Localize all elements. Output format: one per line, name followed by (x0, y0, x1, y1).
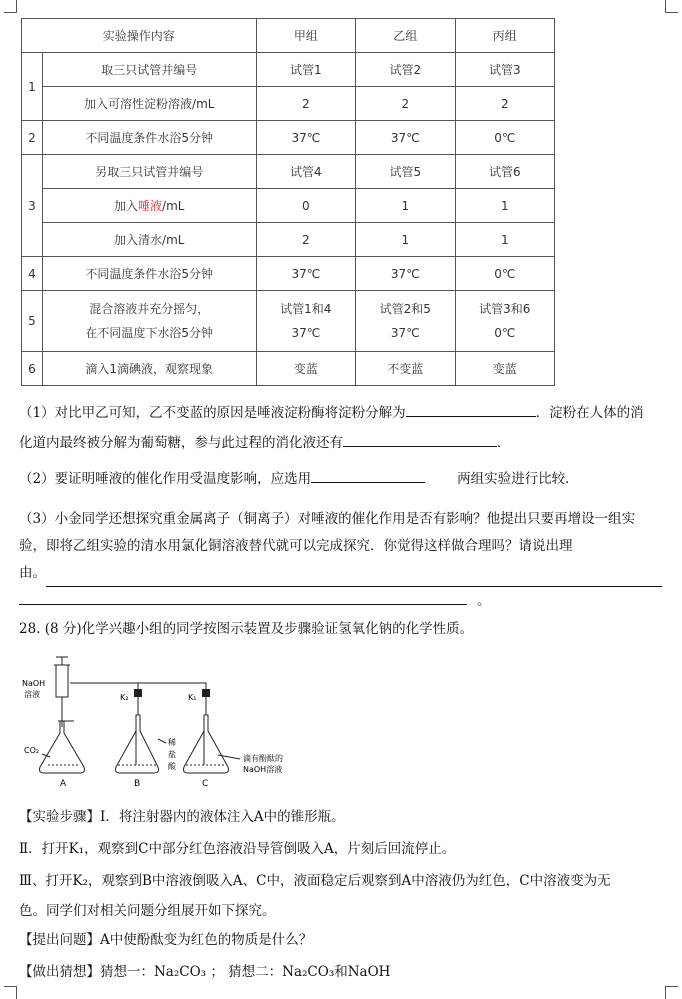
experiment-step-1: 【实验步骤】Ⅰ．将注射器内的液体注入A中的锥形瓶。 (19, 809, 345, 825)
table-row (22, 121, 555, 155)
answer-blank[interactable] (406, 399, 536, 417)
answer-blank[interactable] (343, 429, 497, 447)
k2-valve (134, 689, 142, 697)
cell-bing: 试管3 (455, 53, 554, 87)
cell-line: 试管2和5 (379, 302, 431, 316)
step-operation (42, 291, 256, 352)
cell-line: 37℃ (291, 326, 321, 340)
cell-line: 试管3和6 (479, 302, 531, 316)
cell-jia: 2 (256, 87, 355, 121)
step-number: 6 (22, 352, 43, 386)
q1-text: ． (497, 435, 511, 451)
page-corner-mark (4, 0, 17, 13)
table-row (22, 257, 555, 291)
table-row (22, 223, 555, 257)
cell-bing: 0℃ (455, 257, 554, 291)
step-operation (42, 189, 256, 223)
cell-yi: 试管5 (356, 155, 455, 189)
k1-valve (202, 689, 210, 697)
answer-blank[interactable] (311, 465, 425, 483)
acid-label: 盐 (168, 750, 176, 759)
table-row (22, 352, 555, 386)
step-3-line: Ⅲ、打开K₂，观察到B中溶液倒吸入A、C中，液面稳定后观察到A中溶液仍为红色，C中溶液变为无 (19, 873, 611, 889)
page-corner-mark (4, 986, 17, 999)
step-number: 1 (22, 53, 43, 121)
naoh-label: NaOH (22, 679, 46, 688)
step-operation: 加入可溶性淀粉溶液/mL (42, 87, 256, 121)
cell-jia: 变蓝 (256, 352, 355, 386)
saliva-highlight: 唾液 (138, 199, 163, 213)
cell-yi (356, 291, 455, 352)
phenolphthalein-label: 滴有酚酞的 (243, 754, 283, 763)
experiment-step-2: Ⅱ．打开K₁，观察到C中部分红色溶液沿导管倒吸入A，片刻后回流停止。 (19, 841, 456, 857)
answer-blank[interactable] (46, 569, 662, 587)
header-cell: 实验操作内容 (22, 19, 257, 53)
q3-end: 。 (477, 593, 491, 609)
question-28-title: 28. (8 分)化学兴趣小组的同学按图示装置及步骤验证氢氧化钠的化学性质。 (19, 621, 474, 637)
cell-bing: 变蓝 (455, 352, 554, 386)
q2-text: 两组实验进行比较． (457, 471, 579, 487)
op-line: 混合溶液并充分摇匀， (89, 302, 210, 316)
table-row (22, 53, 555, 87)
cell-bing (455, 291, 554, 352)
cell-bing: 2 (455, 87, 554, 121)
experiment-table (21, 18, 555, 386)
acid-label: 酸 (168, 762, 176, 771)
q3-answer-line (19, 560, 662, 587)
step-number: 5 (22, 291, 43, 352)
q3-answer-line (19, 587, 662, 615)
q2-text: （2）要证明唾液的催化作用受温度影响，应选用 (19, 471, 312, 487)
apparatus-diagram (18, 655, 308, 790)
cell-jia: 2 (256, 223, 355, 257)
op-suffix: /mL (162, 199, 185, 213)
table-row (22, 189, 555, 223)
q3-line: 由。 (19, 565, 46, 581)
cell-yi: 2 (356, 87, 455, 121)
q3-line: （3）小金同学还想探究重金属离子（铜离子）对唾液的催化作用是否有影响？他提出只要再增设一组实 (19, 511, 636, 527)
q1-text: （1）对比甲乙可知，乙不变蓝的原因是唾液淀粉酶将淀粉分解为 (19, 405, 406, 421)
problem-question: 【提出问题】A中使酚酞变为红色的物质是什么？ (19, 932, 313, 948)
k1-label: K₁ (188, 693, 197, 702)
experiment-step-3 (19, 866, 662, 926)
question-1 (19, 398, 662, 458)
flask-b-label: B (134, 779, 141, 789)
answer-blank[interactable] (19, 587, 467, 605)
cell-jia (256, 291, 355, 352)
k2-label: K₂ (120, 693, 129, 702)
step-operation: 不同温度条件水浴5分钟 (42, 257, 256, 291)
cell-line: 0℃ (494, 326, 516, 340)
step-number: 4 (22, 257, 43, 291)
table-header-row (22, 19, 555, 53)
cell-yi: 1 (356, 223, 455, 257)
page-corner-mark (665, 986, 678, 999)
q3-line: 验，即将乙组实验的清水用氯化铜溶液替代就可以完成探究．你觉得这样做合理吗？请说出理 (19, 538, 573, 554)
question-2 (19, 464, 662, 494)
page-corner-mark (665, 0, 678, 13)
cell-jia: 试管4 (256, 155, 355, 189)
step-3-line: 色。同学们对相关问题分组展开如下探究。 (19, 903, 276, 919)
table-row (22, 155, 555, 189)
question-3 (19, 506, 662, 615)
flask-a-label: A (60, 779, 67, 789)
cell-bing: 0℃ (455, 121, 554, 155)
cell-yi: 37℃ (356, 121, 455, 155)
header-cell: 甲组 (256, 19, 355, 53)
q1-text: 化道内最终被分解为葡萄糖，参与此过程的消化液还有 (19, 435, 343, 451)
flask-c-label: C (202, 779, 209, 789)
acid-label: 稀 (168, 738, 176, 747)
cell-bing: 1 (455, 189, 554, 223)
cell-yi: 不变蓝 (356, 352, 455, 386)
step-operation: 不同温度条件水浴5分钟 (42, 121, 256, 155)
cell-yi: 试管2 (356, 53, 455, 87)
step-operation: 滴入1滴碘液，观察现象 (42, 352, 256, 386)
op-line: 在不同温度下水浴5分钟 (85, 326, 214, 340)
cell-bing: 试管6 (455, 155, 554, 189)
cell-yi: 37℃ (356, 257, 455, 291)
phenolphthalein-label: NaOH溶液 (243, 765, 283, 774)
table-row (22, 87, 555, 121)
cell-yi: 1 (356, 189, 455, 223)
hypotheses: 【做出猜想】猜想一：Na₂CO₃ ； 猜想二：Na₂CO₃和NaOH (19, 964, 391, 980)
step-operation: 另取三只试管并编号 (42, 155, 256, 189)
cell-line: 试管1和4 (280, 302, 332, 316)
header-cell: 乙组 (356, 19, 455, 53)
cell-jia: 0 (256, 189, 355, 223)
cell-jia: 37℃ (256, 121, 355, 155)
table-row (22, 291, 555, 352)
step-operation: 取三只试管并编号 (42, 53, 256, 87)
co2-label: CO₂ (24, 746, 40, 755)
header-cell: 丙组 (455, 19, 554, 53)
step-number: 3 (22, 155, 43, 257)
q1-text: ．淀粉在人体的消 (535, 405, 644, 421)
cell-jia: 试管1 (256, 53, 355, 87)
step-number: 2 (22, 121, 43, 155)
step-operation: 加入清水/mL (42, 223, 256, 257)
naoh-label: 溶液 (24, 690, 40, 699)
cell-jia: 37℃ (256, 257, 355, 291)
cell-bing: 1 (455, 223, 554, 257)
cell-line: 37℃ (390, 326, 420, 340)
op-prefix: 加入 (114, 199, 139, 213)
